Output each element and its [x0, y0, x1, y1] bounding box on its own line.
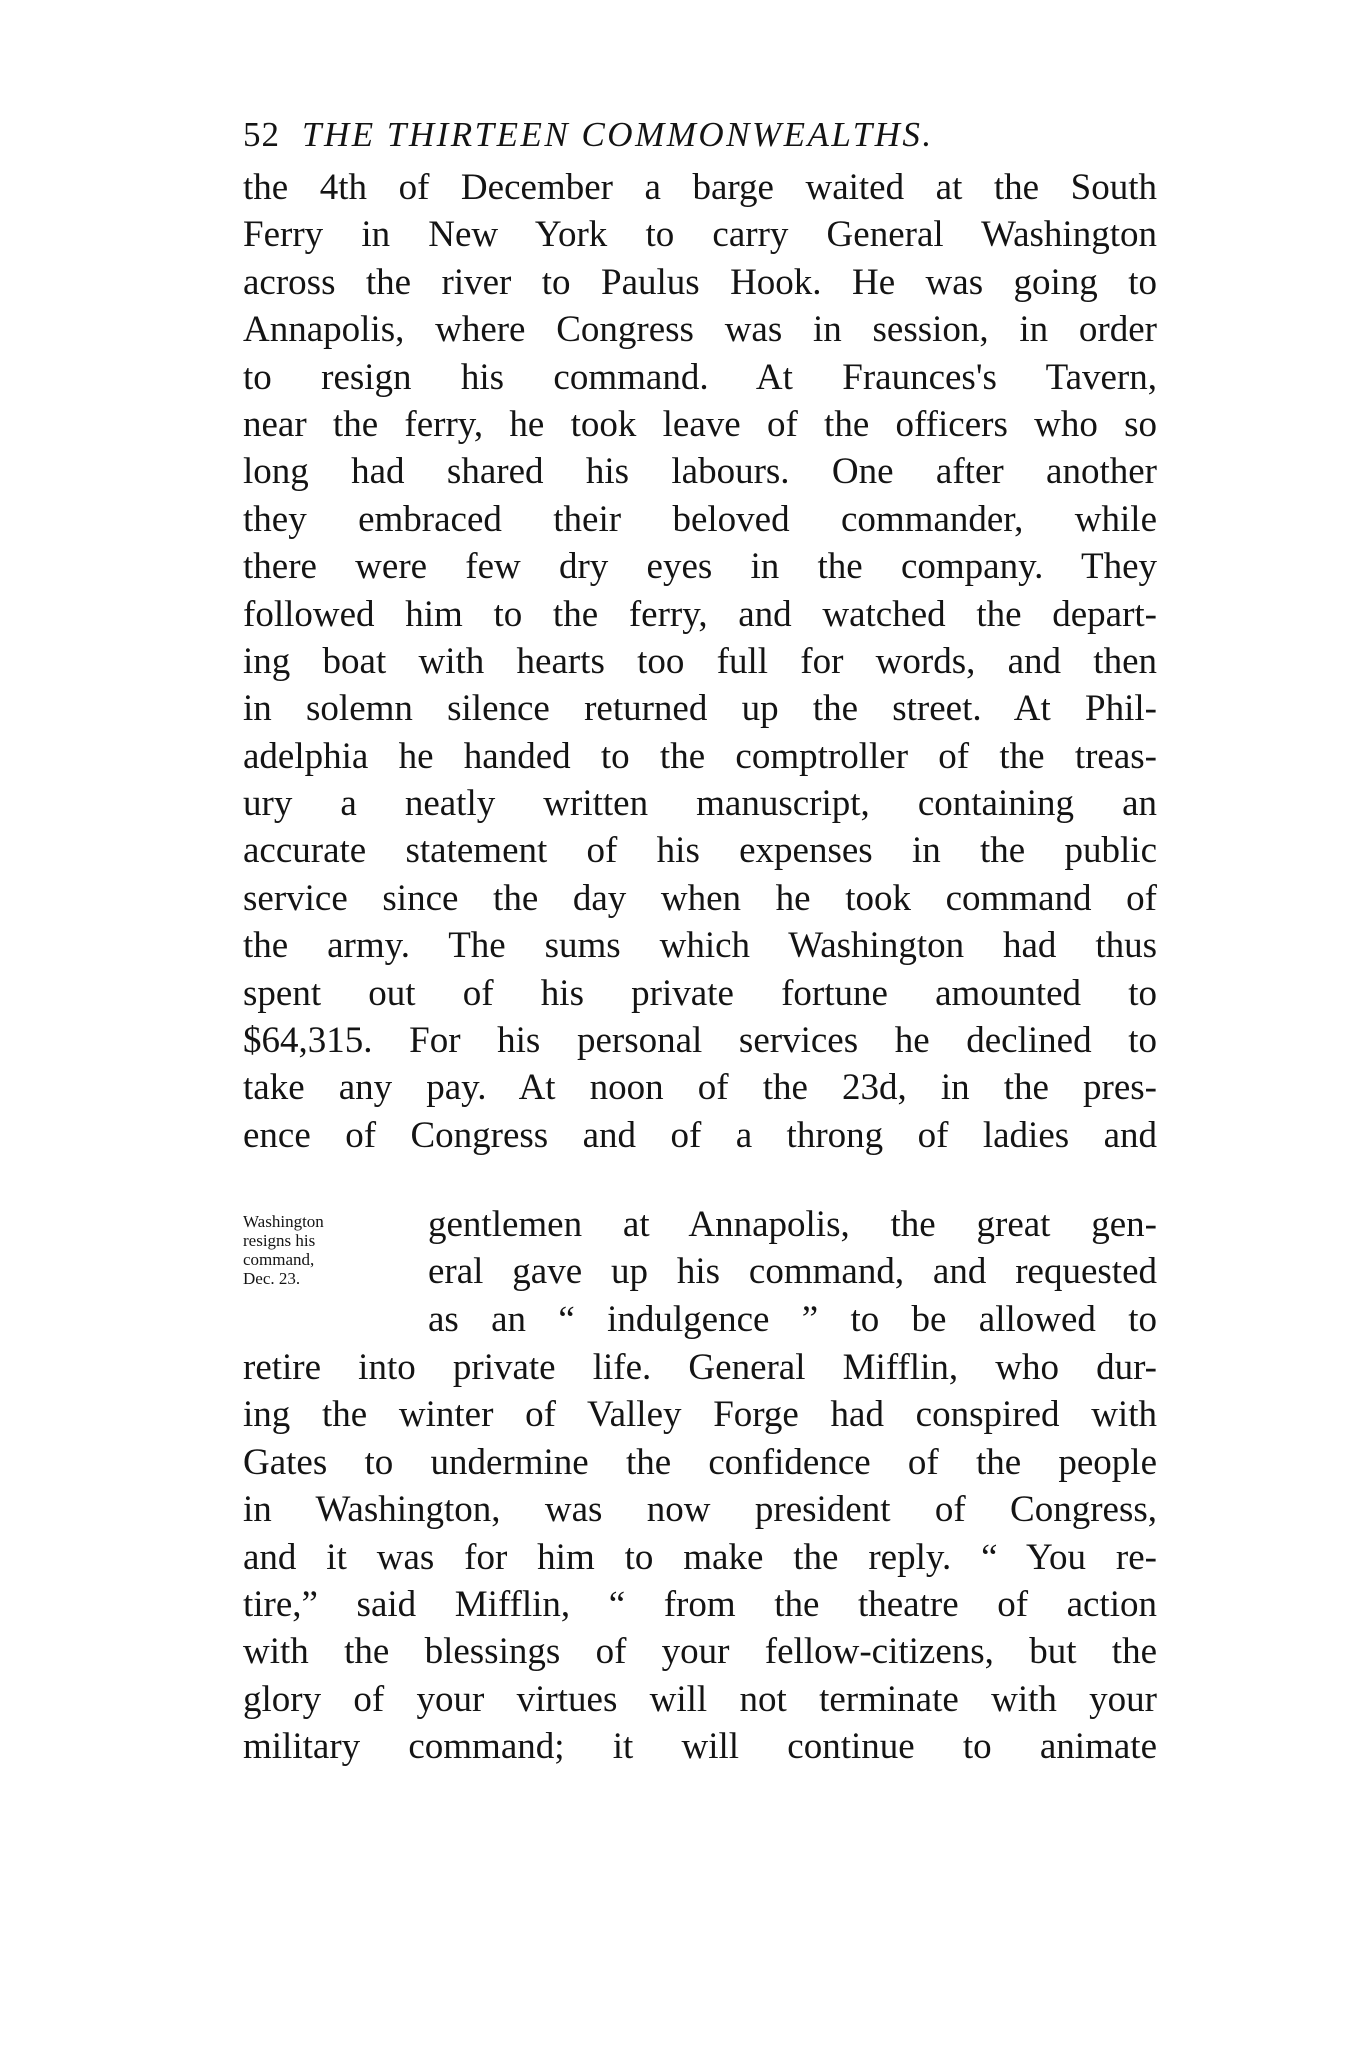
margin-note-line: Washington	[243, 1212, 324, 1231]
text-line: ury a neatly written manuscript, containing an	[243, 783, 1157, 825]
text-line: followed him to the ferry, and watched the depart-	[243, 593, 1157, 635]
text-line: Ferry in New York to carry General Washington	[243, 214, 1157, 256]
text-line: Annapolis, where Congress was in session, in order	[243, 309, 1157, 351]
text-line: near the ferry, he took leave of the officers who so	[243, 403, 1157, 445]
margin-note	[243, 1212, 393, 1288]
text-line: across the river to Paulus Hook. He was going to	[243, 261, 1157, 303]
text-line: military command; it will continue to animate	[243, 1726, 1157, 1768]
text-line: to resign his command. At Fraunces's Tavern,	[243, 356, 1157, 398]
margin-note-line: resigns his	[243, 1231, 316, 1250]
text-line: the army. The sums which Washington had thus	[243, 925, 1157, 967]
text-line: they embraced their beloved commander, while	[243, 498, 1157, 540]
text-line: spent out of his private fortune amounted to	[243, 972, 1157, 1014]
text-line: long had shared his labours. One after another	[243, 451, 1157, 493]
text-line: Gates to undermine the confidence of the people	[243, 1441, 1157, 1483]
text-line: service since the day when he took command of	[243, 877, 1157, 919]
text-line: and it was for him to make the reply. “ You re-	[243, 1536, 1157, 1578]
text-line: ing the winter of Valley Forge had conspired with	[243, 1394, 1157, 1436]
book-title: THE THIRTEEN COMMONWEALTHS.	[302, 115, 934, 154]
text-line: as an “ indulgence ” to be allowed to	[428, 1298, 1157, 1340]
text-line: gentlemen at Annapolis, the great gen-	[428, 1204, 1157, 1245]
text-line: in solemn silence returned up the street. At Phil-	[243, 688, 1157, 730]
text-line: tire,” said Mifflin, “ from the theatre of action	[243, 1583, 1157, 1625]
text-line: take any pay. At noon of the 23d, in the pres-	[243, 1067, 1157, 1109]
text-line: the 4th of December a barge waited at the South	[243, 167, 1157, 208]
margin-note-line: command,	[243, 1250, 315, 1269]
continued-text-block	[243, 1344, 1157, 1771]
margin-note-line: Dec. 23.	[243, 1269, 301, 1288]
text-line: eral gave up his command, and requested	[428, 1251, 1157, 1293]
text-line: glory of your virtues will not terminate with your	[243, 1678, 1157, 1720]
text-line: adelphia he handed to the comptroller of the treas-	[243, 735, 1157, 777]
text-line: retire into private life. General Mifflin, who dur-	[243, 1347, 1157, 1388]
text-line: with the blessings of your fellow-citizens, but the	[243, 1631, 1157, 1673]
indented-text-block	[428, 1201, 1157, 1343]
text-line: accurate statement of his expenses in the public	[243, 830, 1157, 872]
text-line: $64,315. For his personal services he declined to	[243, 1020, 1157, 1062]
text-line: ing boat with hearts too full for words, and then	[243, 640, 1157, 682]
text-line: there were few dry eyes in the company. They	[243, 546, 1157, 588]
text-line: in Washington, was now president of Congress,	[243, 1489, 1157, 1531]
running-head	[243, 110, 934, 160]
text-line: ence of Congress and of a throng of ladies and	[243, 1114, 1157, 1156]
page-number: 52	[243, 115, 280, 154]
main-text-block	[243, 164, 1157, 1159]
